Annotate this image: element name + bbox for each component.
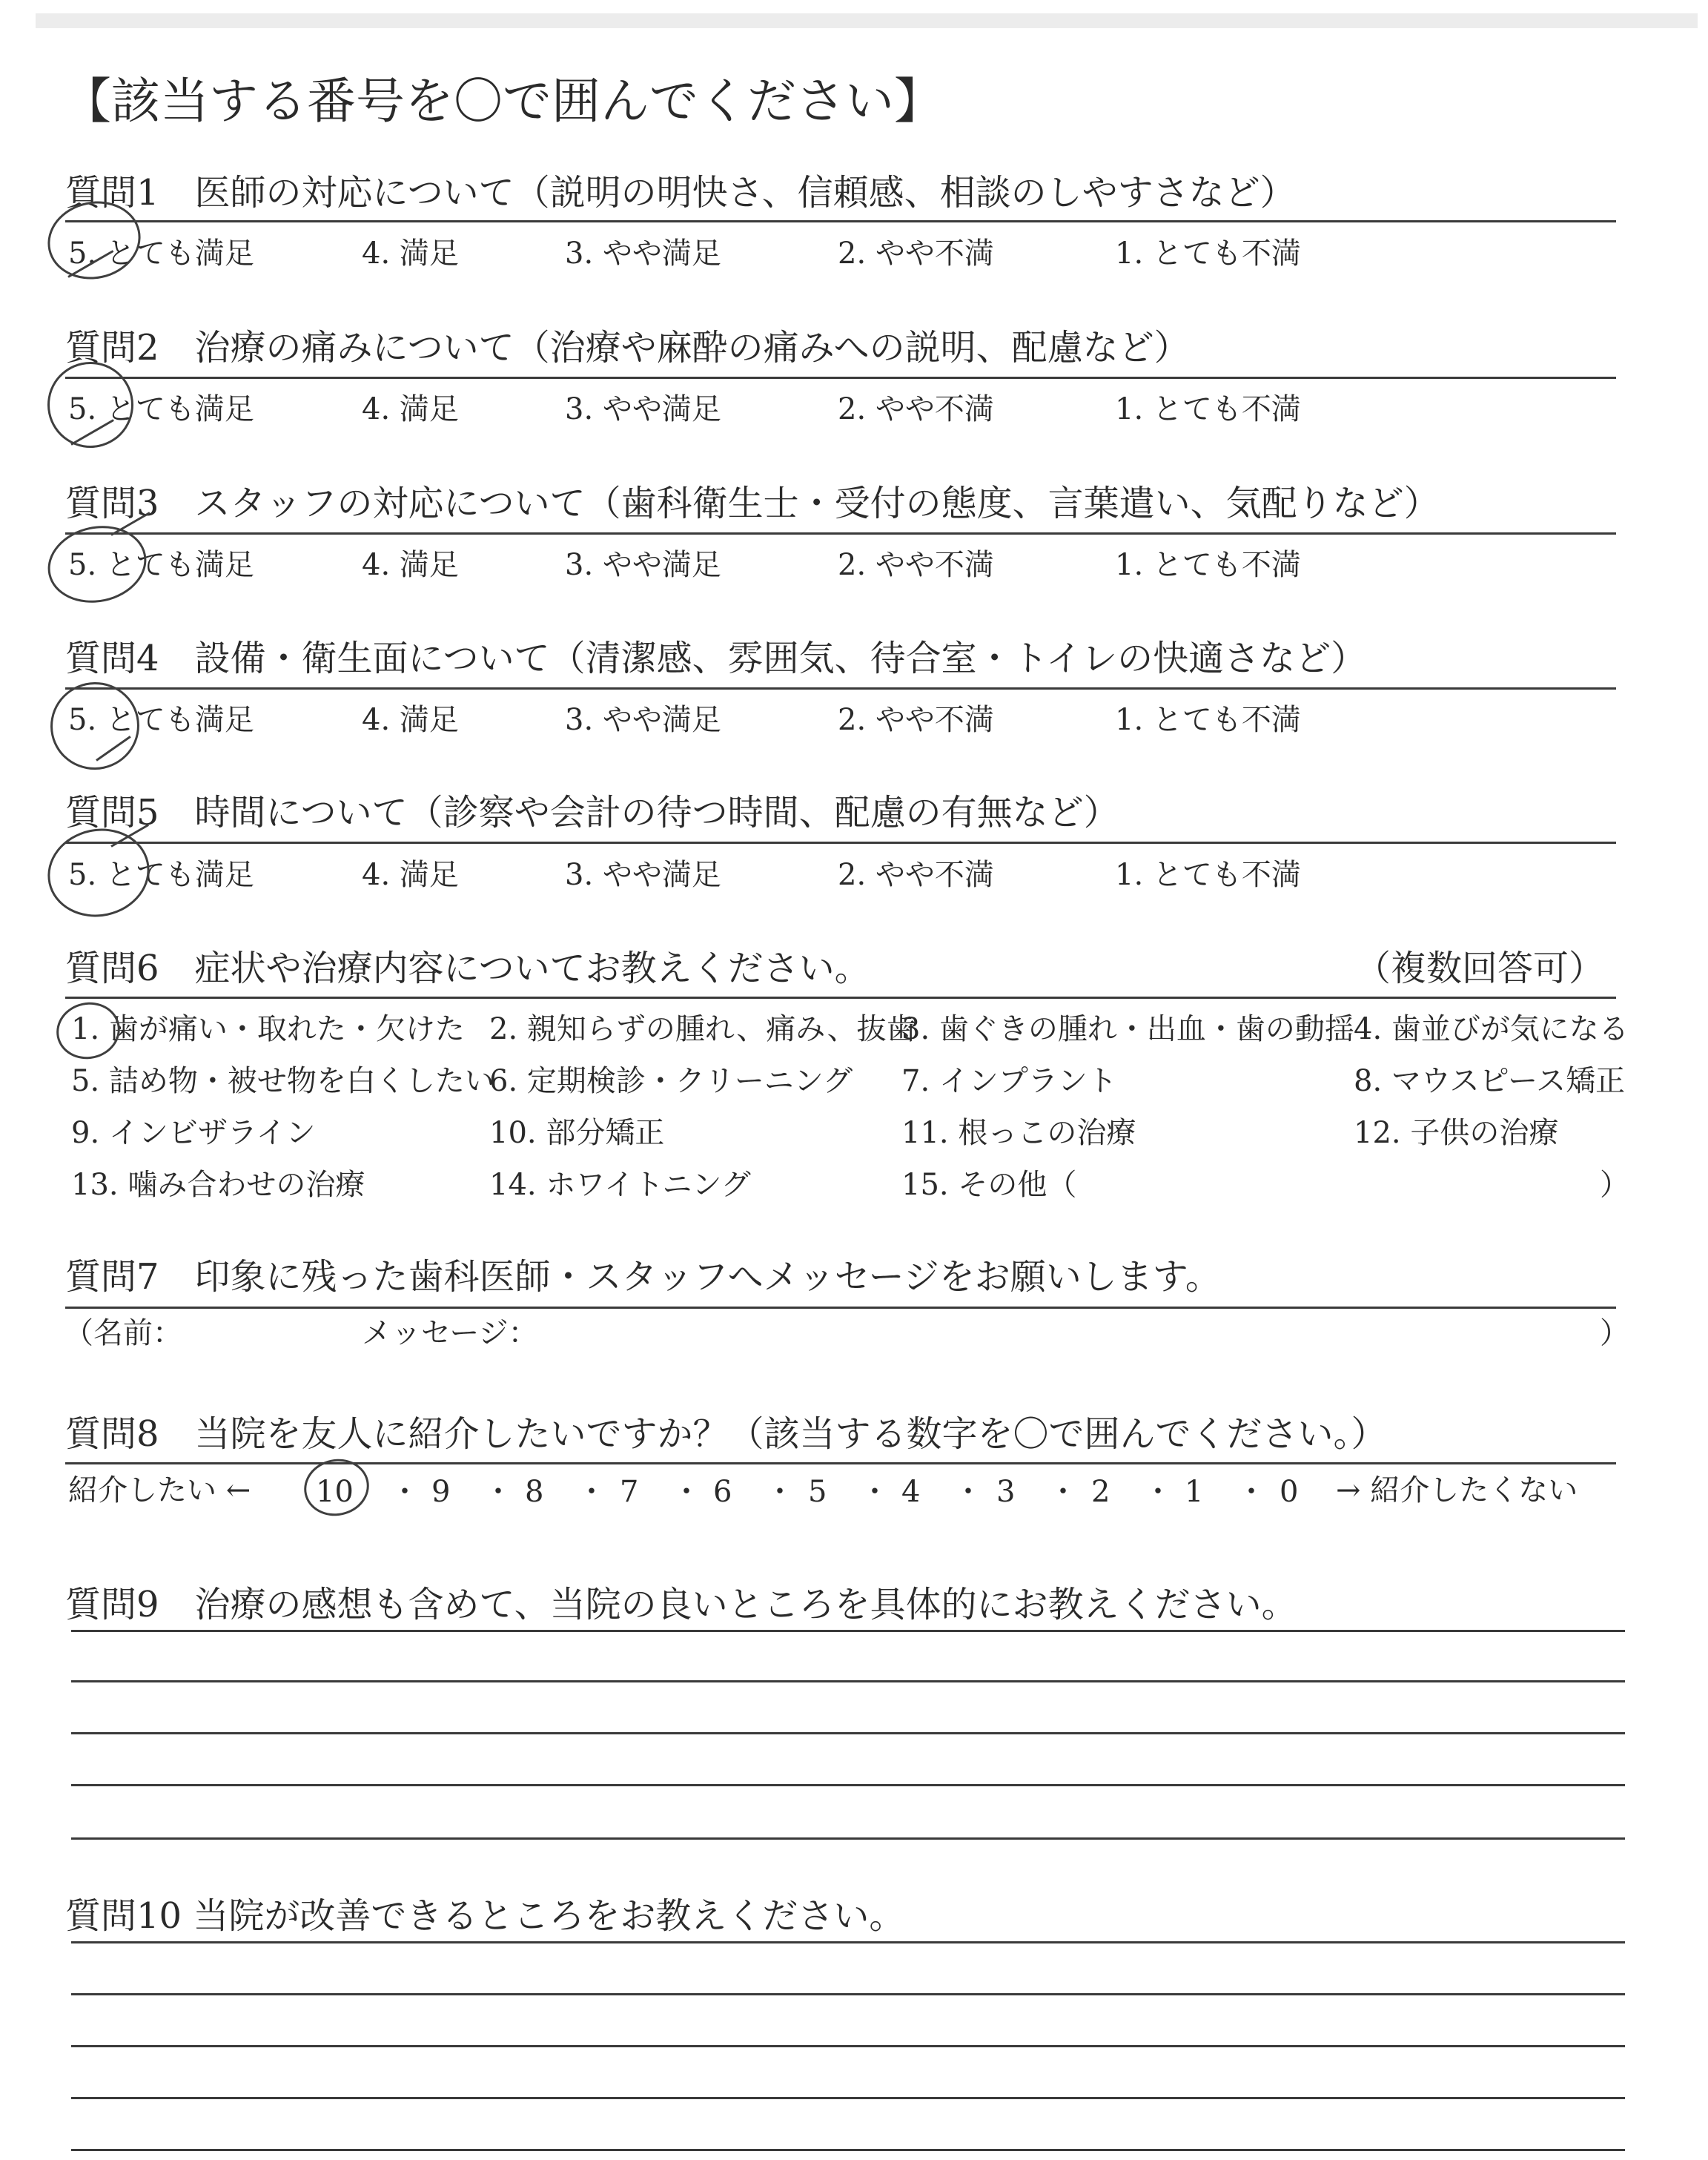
question-7-title: 質問7 印象に残った歯科医師・スタッフへメッセージをお願いします。 <box>65 1256 1221 1298</box>
q8-scale-10[interactable]: 10 <box>316 1475 354 1509</box>
q6-option-7[interactable]: 7. インプラント <box>901 1064 1117 1098</box>
q8-separator: ・ <box>1237 1475 1266 1509</box>
q8-scale-2[interactable]: 2 <box>1091 1475 1110 1509</box>
question-6-title: 質問6 症状や治療内容についてお教えください。 <box>65 948 870 989</box>
question-7-rule <box>65 1307 1616 1309</box>
question-3-title: 質問3 スタッフの対応について（歯科衛生士・受付の態度、言葉遣い、気配りなど） <box>65 483 1440 524</box>
answer-line <box>71 1941 1625 1943</box>
q1-option-5[interactable]: 5. とても満足 <box>68 237 254 271</box>
q6-option-4[interactable]: 4. 歯並びが気になる <box>1354 1012 1629 1046</box>
q8-scale-9[interactable]: 9 <box>431 1475 451 1509</box>
q1-option-3[interactable]: 3. やや満足 <box>565 237 721 271</box>
q2-option-2[interactable]: 2. やや不満 <box>838 392 994 426</box>
question-8-rule <box>65 1462 1616 1464</box>
q5-option-5[interactable]: 5. とても満足 <box>68 858 254 892</box>
q2-selection-circle <box>39 354 142 456</box>
q5-option-2[interactable]: 2. やや不満 <box>838 858 994 892</box>
q1-option-1[interactable]: 1. とても不満 <box>1115 237 1301 271</box>
question-4-title: 質問4 設備・衛生面について（清潔感、雰囲気、待合室・トイレの快適さなど） <box>65 638 1367 679</box>
q6-option-13[interactable]: 13. 噛み合わせの治療 <box>71 1168 365 1202</box>
q6-option-6[interactable]: 6. 定期検診・クリーニング <box>489 1064 853 1098</box>
q8-separator: ・ <box>483 1475 513 1509</box>
question-2-title: 質問2 治療の痛みについて（治療や麻酔の痛みへの説明、配慮など） <box>65 327 1190 369</box>
answer-line <box>71 1732 1625 1734</box>
q2-option-1[interactable]: 1. とても不満 <box>1115 392 1301 426</box>
q8-separator: ・ <box>860 1475 890 1509</box>
q5-option-3[interactable]: 3. やや満足 <box>565 858 721 892</box>
q6-option-1[interactable]: 1. 歯が痛い・取れた・欠けた <box>71 1012 465 1046</box>
q6-other-close-paren: ） <box>1600 1168 1629 1202</box>
q6-option-12[interactable]: 12. 子供の治療 <box>1354 1116 1559 1150</box>
q2-option-4[interactable]: 4. 満足 <box>362 392 459 426</box>
q4-option-3[interactable]: 3. やや満足 <box>565 703 721 737</box>
q3-option-2[interactable]: 2. やや不満 <box>838 548 994 582</box>
question-5-title: 質問5 時間について（診察や会計の待つ時間、配慮の有無など） <box>65 792 1119 833</box>
q8-scale-8[interactable]: 8 <box>525 1475 544 1509</box>
q7-name-label: （名前： <box>64 1316 182 1350</box>
q4-option-4[interactable]: 4. 満足 <box>362 703 459 737</box>
q3-option-3[interactable]: 3. やや満足 <box>565 548 721 582</box>
q3-selection-circle <box>41 517 153 612</box>
q8-scale-1[interactable]: 1 <box>1185 1475 1204 1509</box>
q8-separator: ・ <box>390 1475 420 1509</box>
question-6-rule <box>65 997 1616 999</box>
answer-line <box>71 1784 1625 1786</box>
q6-option-5[interactable]: 5. 詰め物・被せ物を白くしたい <box>71 1064 494 1098</box>
question-2-rule <box>65 377 1616 379</box>
q4-option-5[interactable]: 5. とても満足 <box>68 703 254 737</box>
question-3-rule <box>65 532 1616 535</box>
question-10-title: 質問10 当院が改善できるところをお教えください。 <box>65 1895 905 1937</box>
q6-option-2[interactable]: 2. 親知らずの腫れ、痛み、抜歯 <box>489 1012 916 1046</box>
q6-option-8[interactable]: 8. マウスピース矯正 <box>1354 1064 1626 1098</box>
answer-line <box>71 2045 1625 2047</box>
question-9-title: 質問9 治療の感想も含めて、当院の良いところを具体的にお教えください。 <box>65 1584 1297 1625</box>
question-1-rule <box>65 220 1616 222</box>
question-4-rule <box>65 687 1616 690</box>
q1-option-4[interactable]: 4. 満足 <box>362 237 459 271</box>
q2-option-5[interactable]: 5. とても満足 <box>68 392 254 426</box>
q8-separator: ・ <box>1143 1475 1173 1509</box>
answer-line <box>71 2097 1625 2099</box>
q6-option-3[interactable]: 3. 歯ぐきの腫れ・出血・歯の動揺 <box>901 1012 1354 1046</box>
q8-scale-0[interactable]: 0 <box>1280 1475 1299 1509</box>
q6-option-9[interactable]: 9. インビザライン <box>71 1116 316 1150</box>
q4-option-1[interactable]: 1. とても不満 <box>1115 703 1301 737</box>
q6-option-14[interactable]: 14. ホワイトニング <box>489 1168 751 1202</box>
multiple-answers-note: （複数回答可） <box>1355 948 1605 989</box>
q8-separator: ・ <box>577 1475 606 1509</box>
answer-line <box>71 2149 1625 2151</box>
q5-selection-circle <box>39 819 158 926</box>
page-title: 【該当する番号を〇で囲んでください】 <box>62 73 943 130</box>
q7-close-paren: ） <box>1600 1316 1629 1350</box>
question-1-title: 質問1 医師の対応について（説明の明快さ、信頼感、相談のしやすさなど） <box>65 172 1296 214</box>
q1-option-2[interactable]: 2. やや不満 <box>838 237 994 271</box>
question-8-title: 質問8 当院を友人に紹介したいですか？（該当する数字を〇で囲んでください。） <box>65 1413 1387 1455</box>
q7-message-label: メッセージ： <box>362 1316 538 1350</box>
q8-scale-6[interactable]: 6 <box>713 1475 732 1509</box>
q8-scale-7[interactable]: 7 <box>620 1475 639 1509</box>
q8-scale-4[interactable]: 4 <box>901 1475 921 1509</box>
q8-separator: ・ <box>765 1475 795 1509</box>
answer-line <box>71 1680 1625 1682</box>
q8-scale-5[interactable]: 5 <box>808 1475 827 1509</box>
answer-line <box>71 1630 1625 1632</box>
q5-option-1[interactable]: 1. とても不満 <box>1115 858 1301 892</box>
q8-left-label: 紹介したい ← <box>68 1473 251 1507</box>
scan-top-edge <box>36 13 1698 28</box>
q6-option-11[interactable]: 11. 根っこの治療 <box>901 1116 1136 1150</box>
q6-option-15[interactable]: 15. その他（ <box>901 1168 1077 1202</box>
q8-right-label: → 紹介したくない <box>1336 1473 1578 1507</box>
q8-separator: ・ <box>672 1475 701 1509</box>
answer-line <box>71 1837 1625 1840</box>
q2-option-3[interactable]: 3. やや満足 <box>565 392 721 426</box>
q3-option-4[interactable]: 4. 満足 <box>362 548 459 582</box>
q6-selection-circle <box>51 997 125 1065</box>
q8-separator: ・ <box>953 1475 983 1509</box>
question-5-rule <box>65 842 1616 844</box>
q3-option-1[interactable]: 1. とても不満 <box>1115 548 1301 582</box>
q8-scale-3[interactable]: 3 <box>996 1475 1016 1509</box>
q8-separator: ・ <box>1048 1475 1078 1509</box>
q5-option-4[interactable]: 4. 満足 <box>362 858 459 892</box>
q3-option-5[interactable]: 5. とても満足 <box>68 548 254 582</box>
answer-line <box>71 1993 1625 1995</box>
q6-option-10[interactable]: 10. 部分矯正 <box>489 1116 665 1150</box>
q4-option-2[interactable]: 2. やや不満 <box>838 703 994 737</box>
